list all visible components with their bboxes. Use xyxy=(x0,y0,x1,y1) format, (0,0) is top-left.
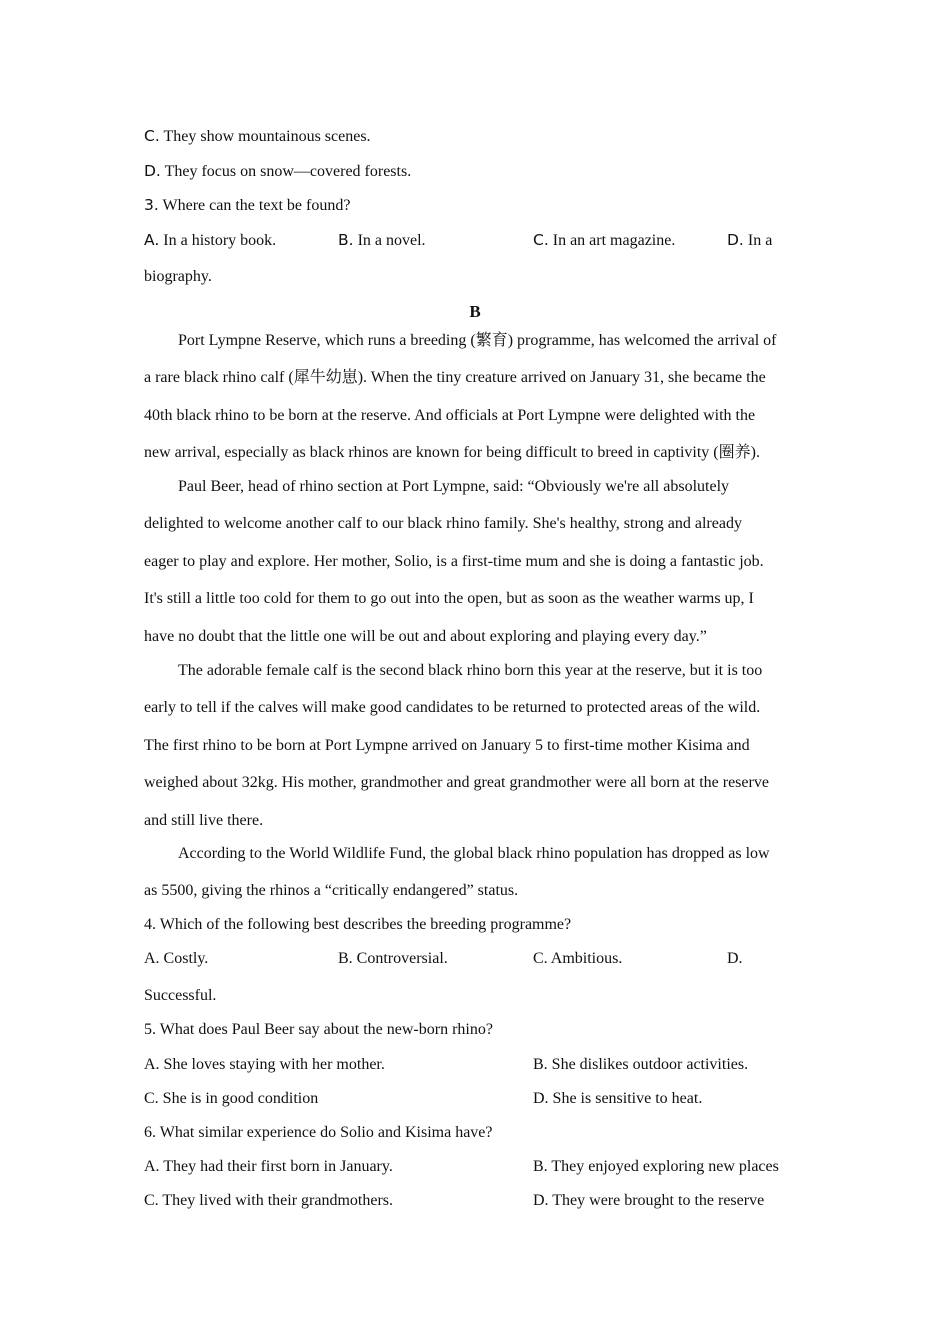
q6-option-b: B. They enjoyed exploring new places xyxy=(533,1158,779,1175)
option-text: They focus on snow—covered forests. xyxy=(164,163,412,180)
option-letter: B. xyxy=(338,231,354,249)
q4-option-d: D. xyxy=(727,950,743,967)
q3-option-b xyxy=(338,230,426,251)
q2-option-c xyxy=(144,126,371,147)
option-text: In a novel. xyxy=(357,232,426,249)
q4-option-d-wrap: Successful. xyxy=(144,987,217,1004)
passage-line: The first rhino to be born at Port Lympne arrived on January 5 to first-time mother Kisima and xyxy=(144,736,750,754)
option-text: In a xyxy=(747,232,773,249)
option-letter: C. xyxy=(533,231,549,249)
q2-option-d xyxy=(144,161,411,182)
q4-option-c: C. Ambitious. xyxy=(533,950,623,967)
q4-option-b: B. Controversial. xyxy=(338,950,448,967)
q5-question: 5. What does Paul Beer say about the new-born rhino? xyxy=(144,1021,493,1038)
option-letter: D. xyxy=(727,231,744,249)
q4-option-a: A. Costly. xyxy=(144,950,209,967)
option-text: In a history book. xyxy=(163,232,277,249)
passage-paragraph-3 xyxy=(144,652,806,839)
q6-option-a: A. They had their first born in January. xyxy=(144,1158,393,1175)
passage-line: early to tell if the calves will make good candidates to be returned to protected areas of the wild. xyxy=(144,699,761,717)
passage-line: have no doubt that the little one will be out and about exploring and playing every day.” xyxy=(144,627,707,645)
passage-line: 40th black rhino to be born at the reserve. And officials at Port Lympne were delighted with the xyxy=(144,406,756,424)
passage-line: delighted to welcome another calf to our black rhino family. She's healthy, strong and already xyxy=(144,515,742,533)
q3-question xyxy=(144,195,350,216)
option-letter: A. xyxy=(144,231,160,249)
option-letter: D. xyxy=(144,162,161,180)
question-text: Where can the text be found? xyxy=(162,197,351,214)
question-number: 3. xyxy=(144,196,159,214)
passage-line: a rare black rhino calf (犀牛幼崽). When the tiny creature arrived on January 31, she became the xyxy=(144,369,766,387)
q6-option-d: D. They were brought to the reserve xyxy=(533,1192,765,1209)
passage-paragraph-2 xyxy=(144,468,806,655)
q3-option-d xyxy=(727,230,772,251)
option-text: They show mountainous scenes. xyxy=(163,128,371,145)
q4-question: 4. Which of the following best describes the breeding programme? xyxy=(144,916,572,933)
passage-line: Paul Beer, head of rhino section at Port Lympne, said: “Obviously we're all absolutely xyxy=(178,478,730,495)
q6-option-c: C. They lived with their grandmothers. xyxy=(144,1192,393,1209)
q5-option-d: D. She is sensitive to heat. xyxy=(533,1090,703,1107)
q3-option-c xyxy=(533,230,675,251)
passage-line: The adorable female calf is the second black rhino born this year at the reserve, but it is too xyxy=(178,662,763,679)
passage-paragraph-1 xyxy=(144,322,806,472)
option-letter: C. xyxy=(144,127,160,145)
passage-line: and still live there. xyxy=(144,811,264,829)
q3-option-a xyxy=(144,230,276,251)
q3-option-d-wrap: biography. xyxy=(144,268,212,285)
passage-line: eager to play and explore. Her mother, Solio, is a first-time mum and she is doing a fantastic job. xyxy=(144,552,764,570)
passage-line: According to the World Wildlife Fund, the global black rhino population has dropped as low xyxy=(178,845,770,862)
passage-line: Port Lympne Reserve, which runs a breeding (繁育) programme, has welcomed the arrival of xyxy=(178,332,777,349)
q5-option-a: A. She loves staying with her mother. xyxy=(144,1056,385,1073)
q5-option-c: C. She is in good condition xyxy=(144,1090,319,1107)
section-heading: B xyxy=(469,302,481,321)
passage-paragraph-4 xyxy=(144,835,806,910)
passage-line: weighed about 32kg. His mother, grandmother and great grandmother were all born at the reserve xyxy=(144,774,769,792)
q6-question: 6. What similar experience do Solio and Kisima have? xyxy=(144,1124,493,1141)
passage-line: as 5500, giving the rhinos a “critically endangered” status. xyxy=(144,882,519,900)
passage-line: new arrival, especially as black rhinos are known for being difficult to breed in captivity (圈养). xyxy=(144,444,760,462)
q5-option-b: B. She dislikes outdoor activities. xyxy=(533,1056,749,1073)
passage-line: It's still a little too cold for them to go out into the open, but as soon as the weather warms up, I xyxy=(144,590,754,608)
option-text: In an art magazine. xyxy=(552,232,676,249)
